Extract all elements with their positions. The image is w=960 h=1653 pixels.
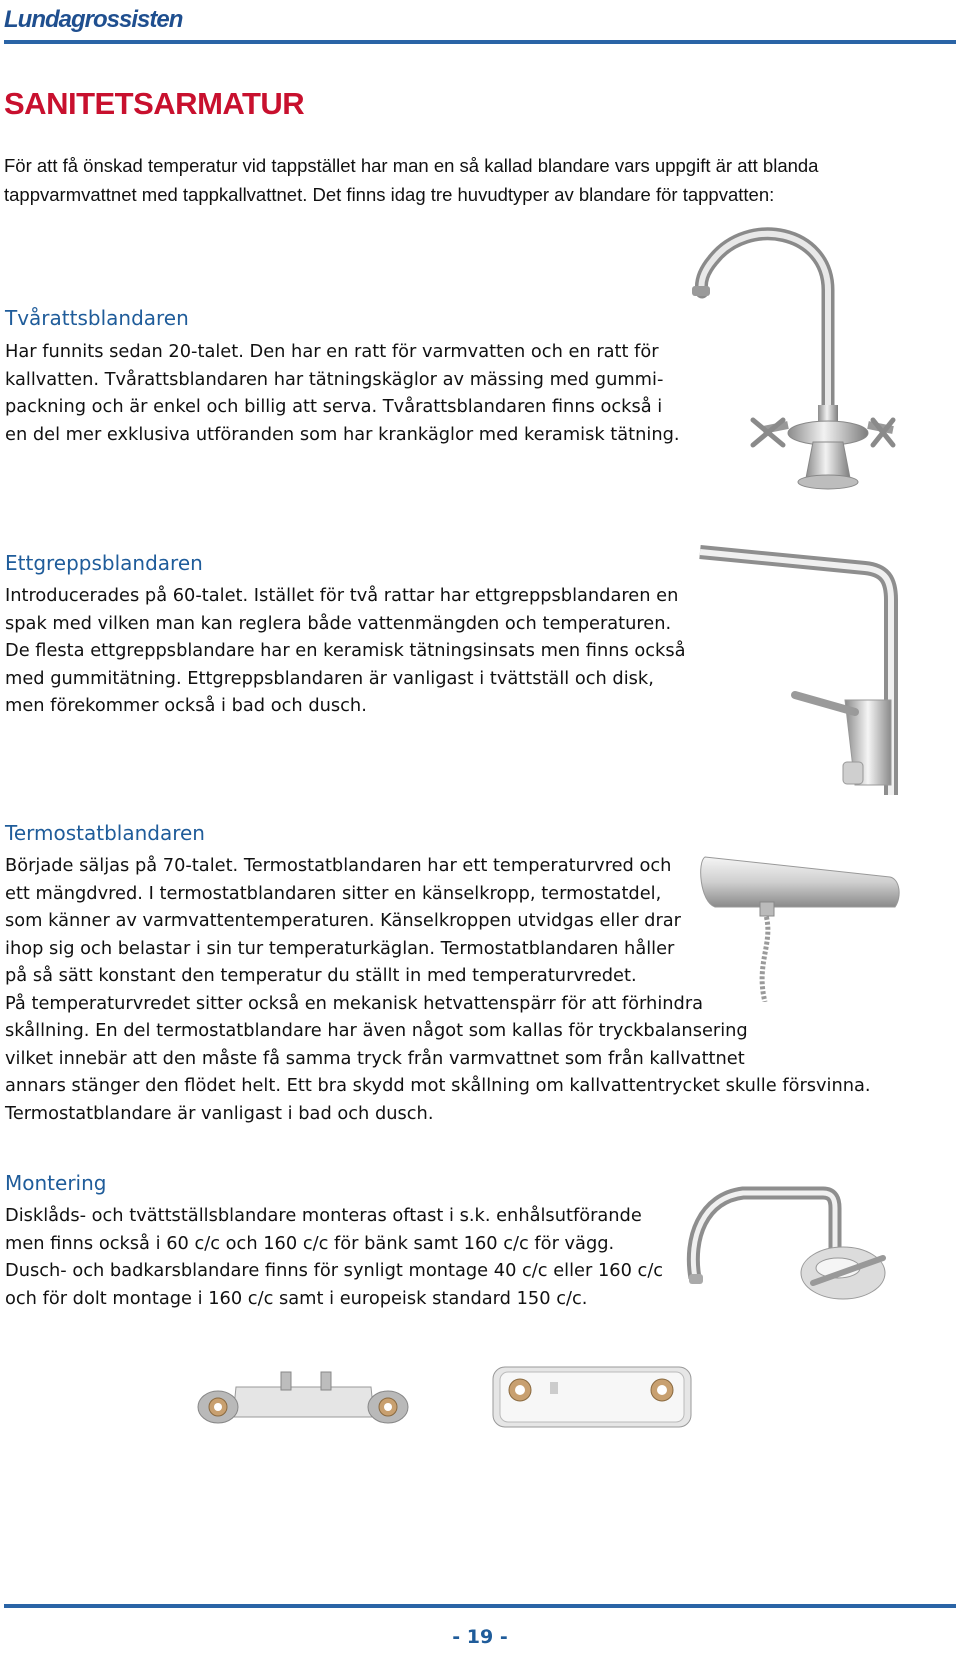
two-handle-faucet-image	[688, 220, 898, 495]
text-line: skållning. En del termostatblandare har även något som kallas för tryckbalansering	[5, 1020, 748, 1041]
mounting-bracket-plate-image	[490, 1362, 695, 1432]
text-line: Termostatblandare är vanligast i bad och dusch.	[5, 1102, 434, 1124]
section-heading-tvarattsblandaren: Tvårattsblandaren	[5, 306, 189, 330]
text-line: Introducerades på 60-talet. Istället för två rattar har ettgreppsblandaren en	[5, 585, 679, 606]
text-line: på så sätt konstant den temperatur du ställt in med temperaturvredet.	[5, 965, 637, 986]
text-line: kallvatten. Tvårattsblandaren har tätningskäglor av mässing med gummi-	[5, 368, 664, 390]
section-heading-termostatblandaren: Termostatblandaren	[5, 821, 205, 845]
footer-rule	[4, 1604, 956, 1608]
text-line: Disklåds- och tvättställsblandare monteras oftast i s.k. enhålsutförande	[5, 1205, 642, 1226]
text-line: annars stänger den flödet helt. Ett bra skydd mot skållning om kallvattentrycket skulle försvinna.	[5, 1075, 871, 1096]
text-line: som känner av varmvattentemperaturen. Känselkroppen utvidgas eller drar	[5, 910, 681, 931]
section-text-ettgreppsblandaren	[5, 582, 686, 720]
text-line: De flesta ettgreppsblandare har en keramisk tätningsinsats men finns också	[5, 640, 686, 661]
text-line: med gummitätning. Ettgreppsblandaren är vanligast i tvättställ och disk,	[5, 667, 654, 689]
text-line: ett mängdvred. I termostatblandaren sitter en känselkropp, termostatdel,	[5, 882, 662, 904]
single-lever-faucet-image	[695, 540, 905, 802]
text-line: men finns också i 60 c/c och 160 c/c för bänk samt 160 c/c för vägg.	[5, 1232, 615, 1254]
text-line: en del mer exklusiva utföranden som har krankäglor med keramisk tätning.	[5, 423, 680, 445]
text-line: Började säljas på 70-talet. Termostatblandaren har ett temperaturvred och	[5, 855, 672, 876]
section-text-montering	[5, 1202, 663, 1312]
intro-paragraph: För att få önskad temperatur vid tappstället har man en så kallad blandare vars uppgift är att blanda tappvarmvattnet med tappkallvattnet. Det finns idag tre huvudtyper av blandare för tappvatten:	[4, 155, 819, 205]
thermostatic-mixer-image	[695, 852, 905, 1002]
section-heading-ettgreppsblandaren: Ettgreppsblandaren	[5, 551, 203, 575]
text-line: På temperaturvredet sitter också en mekanisk hetvattenspärr för att förhindra	[5, 992, 704, 1014]
page-title: SANITETSARMATUR	[4, 86, 305, 121]
text-line: spak med vilken man kan reglera både vattenmängden och temperaturen.	[5, 612, 672, 634]
wall-mount-faucet-image	[683, 1178, 898, 1306]
text-line: ihop sig och belastar i sin tur temperaturkäglan. Termostatblandaren håller	[5, 937, 675, 959]
text-line: vilket innebär att den måste få samma tryck från varmvattnet som från kallvattnet	[5, 1047, 745, 1069]
page-number: - 19 -	[452, 1626, 508, 1648]
header-rule	[4, 40, 956, 44]
text-line: Har funnits sedan 20-talet. Den har en ratt för varmvatten och en ratt för	[5, 341, 659, 362]
brand-logo: Lundagrossisten	[4, 6, 183, 33]
section-text-tvarattsblandaren	[5, 338, 680, 448]
text-line: och för dolt montage i 160 c/c samt i europeisk standard 150 c/c.	[5, 1287, 588, 1309]
section-heading-montering: Montering	[5, 1171, 107, 1195]
mounting-bracket-open-image	[196, 1362, 411, 1442]
text-line: Dusch- och badkarsblandare finns för synligt montage 40 c/c eller 160 c/c	[5, 1260, 664, 1281]
text-line: men förekommer också i bad och dusch.	[5, 695, 367, 716]
text-line: packning och är enkel och billig att serva. Tvårattsblandaren finns också i	[5, 396, 663, 417]
